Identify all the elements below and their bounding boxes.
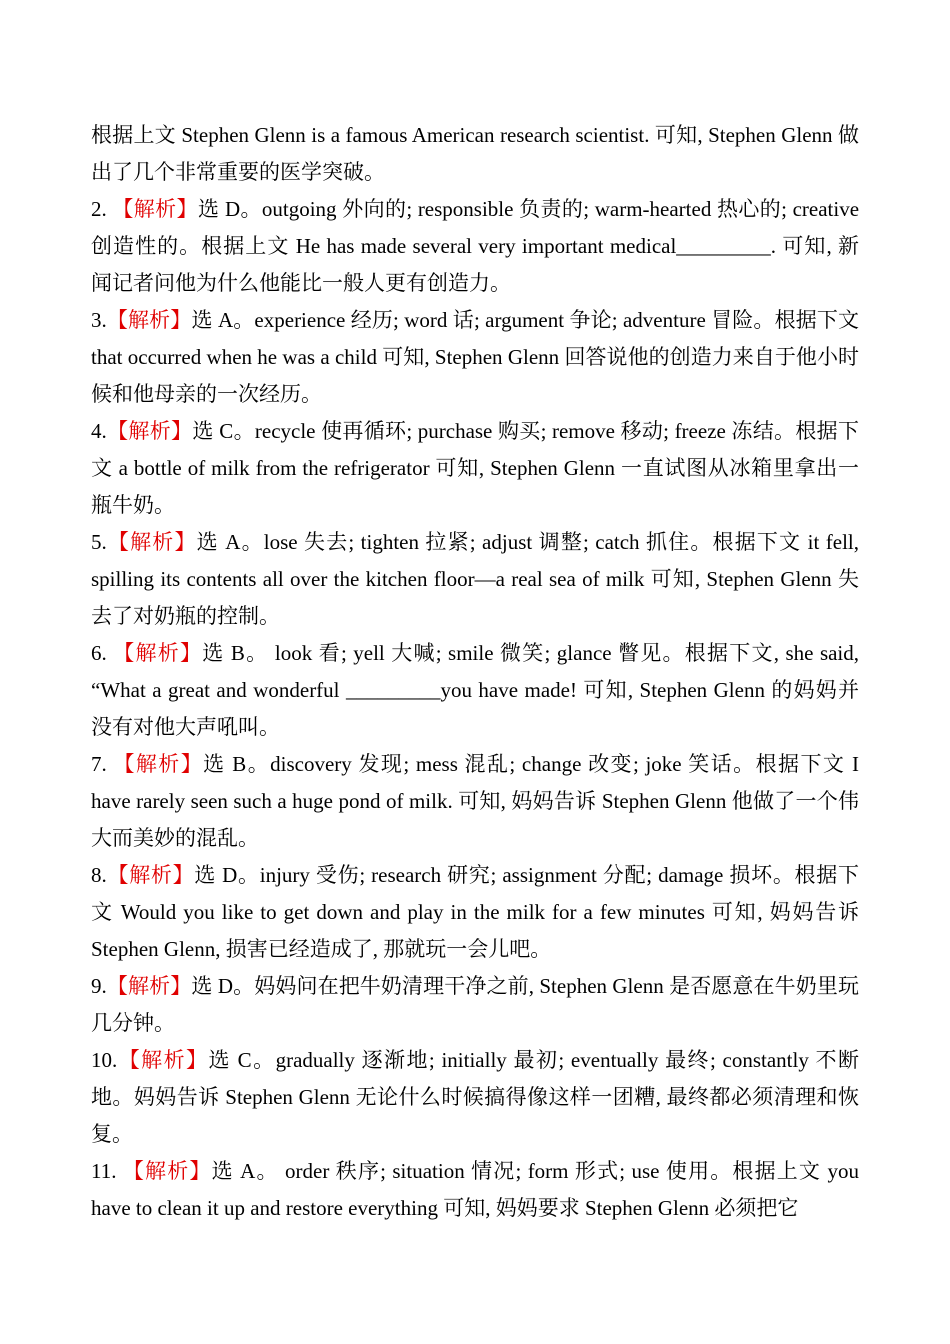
answer-item-2 [91, 191, 859, 302]
item-number: 10. [91, 1048, 118, 1072]
item-text: 选 D。injury 受伤; research 研究; assignment 分配; damage 损坏。根据下文 Would you like to get down and play in the milk for a few minutes 可知, 妈妈告诉 Stephen Glenn, 损害已经造成了, 那就玩一会儿吧。 [91, 863, 860, 961]
analysis-tag: 【解析】 [106, 974, 192, 998]
answer-item-5 [91, 524, 859, 635]
paragraph-intro [91, 117, 859, 191]
analysis-tag: 【解析】 [122, 1159, 212, 1183]
analysis-tag: 【解析】 [117, 1048, 209, 1072]
answer-item-7 [91, 746, 859, 857]
item-number: 7. [91, 752, 114, 776]
paragraph-text: 根据上文 Stephen Glenn is a famous American research scientist. 可知, Stephen Glenn 做出了几个非常重要的医学突破。 [91, 123, 859, 184]
item-text: 选 C。gradually 逐渐地; initially 最初; eventually 最终; constantly 不断地。妈妈告诉 Stephen Glenn 无论什么时候搞得像这样一团糟, 最终都必须清理和恢复。 [91, 1048, 859, 1146]
item-number: 3. [91, 308, 107, 332]
answer-item-4 [91, 413, 859, 524]
item-number: 6. [91, 641, 114, 665]
item-text: 选 B。 look 看; yell 大喊; smile 微笑; glance 瞥见。根据下文, she said, “What a great and wonderful _________you have made! 可知, Stephen Glenn 的妈妈并没有对他大声吼叫。 [91, 641, 860, 739]
item-number: 11. [91, 1159, 123, 1183]
item-number: 8. [91, 863, 107, 887]
item-text: 选 A。lose 失去; tighten 拉紧; adjust 调整; catch 抓住。根据下文 it fell, spilling its contents all over the kitchen floor—a real sea of milk 可知, Stephen Glenn 失去了对奶瓶的控制。 [91, 530, 860, 628]
analysis-tag: 【解析】 [106, 530, 197, 554]
answer-item-6 [91, 635, 859, 746]
item-text: 选 D。妈妈问在把牛奶清理干净之前, Stephen Glenn 是否愿意在牛奶里玩几分钟。 [91, 974, 860, 1035]
item-text: 选 C。recycle 使再循环; purchase 购买; remove 移动; freeze 冻结。根据下文 a bottle of milk from the refrigerator 可知, Stephen Glenn 一直试图从冰箱里拿出一瓶牛奶。 [91, 419, 860, 517]
item-text: 选 A。 order 秩序; situation 情况; form 形式; use 使用。根据上文 you have to clean it up and restore everything 可知, 妈妈要求 Stephen Glenn 必须把它 [91, 1159, 859, 1220]
item-text: 选 A。experience 经历; word 话; argument 争论; adventure 冒险。根据下文 that occurred when he was a child 可知, Stephen Glenn 回答说他的创造力来自于他小时候和他母亲的一次经历。 [91, 308, 859, 406]
analysis-tag: 【解析】 [113, 641, 203, 665]
item-number: 2. [91, 197, 113, 221]
analysis-tag: 【解析】 [106, 419, 193, 443]
answer-document [91, 117, 859, 1227]
analysis-tag: 【解析】 [106, 308, 192, 332]
answer-item-9 [91, 968, 859, 1042]
analysis-tag: 【解析】 [106, 863, 195, 887]
answer-item-3 [91, 302, 859, 413]
answer-item-11 [91, 1153, 859, 1227]
item-text: 选 D。outgoing 外向的; responsible 负责的; warm-hearted 热心的; creative 创造性的。根据上文 He has made several very important medical_________. 可知, 新闻记者问他为什么他能比一般人更有创造力。 [91, 197, 860, 295]
item-number: 9. [91, 974, 107, 998]
analysis-tag: 【解析】 [113, 752, 204, 776]
item-number: 5. [91, 530, 107, 554]
answer-item-10 [91, 1042, 859, 1153]
item-text: 选 B。discovery 发现; mess 混乱; change 改变; joke 笑话。根据下文 I have rarely seen such a huge pond of milk. 可知, 妈妈告诉 Stephen Glenn 他做了一个伟大而美妙的混乱。 [91, 752, 860, 850]
answer-item-8 [91, 857, 859, 968]
analysis-tag: 【解析】 [112, 197, 198, 221]
item-number: 4. [91, 419, 107, 443]
